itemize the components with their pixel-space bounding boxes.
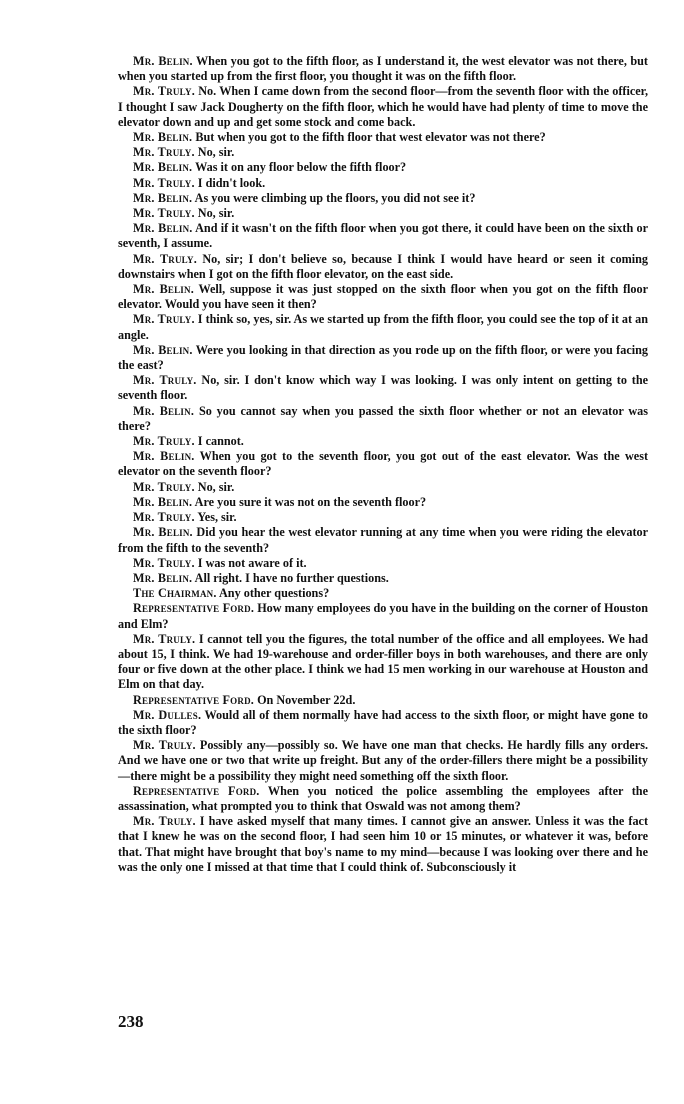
speaker-statement: When you got to the seventh floor, you got out of the east elevator. Was the west elevator on the seventh floor?	[118, 449, 648, 479]
speaker-statement: I cannot tell you the figures, the total number of the office and all employees. We had about 15, I think. We had 19-warehouse and order-filler boys in both warehouses, and there are only four or five down at the other place. I think we had 15 men working in our warehouse at Houston and Elm on that day.	[118, 631, 648, 692]
testimony-paragraph	[118, 510, 648, 525]
speaker-name: Mr. Truly.	[133, 84, 195, 99]
speaker-statement: Are you sure it was not on the seventh floor?	[194, 494, 427, 509]
speaker-statement: No. When I came down from the second floor—from the seventh floor with the officer, I thought I saw Jack Dougherty on the fifth floor, which he would have had plenty of time to move the elevator down and up and get some stock and come back.	[118, 84, 649, 129]
speaker-statement: No, sir.	[197, 206, 235, 221]
speaker-statement: No, sir.	[197, 479, 235, 494]
speaker-name: Mr. Truly.	[133, 312, 195, 327]
testimony-paragraph	[118, 480, 648, 495]
speaker-name: Mr. Truly.	[133, 631, 196, 646]
speaker-statement: I didn't look.	[197, 175, 266, 190]
testimony-paragraph	[118, 221, 648, 251]
speaker-name: Representative Ford.	[133, 692, 255, 707]
testimony-paragraph	[118, 449, 648, 479]
testimony-paragraph	[118, 814, 648, 875]
testimony-paragraph	[118, 206, 648, 221]
speaker-statement: Possibly any—possibly so. We have one man that checks. He hardly fills any orders. And we have one or two that write up freight. But any of the order-fillers there might be a possibility—there might be a possibility they might need something off the sixth floor.	[118, 738, 648, 783]
testimony-paragraph	[118, 145, 648, 160]
testimony-paragraph	[118, 373, 648, 403]
speaker-name: Mr. Truly.	[133, 175, 195, 190]
speaker-name: Mr. Truly.	[133, 145, 195, 160]
testimony-paragraph	[118, 191, 648, 206]
speaker-statement: How many employees do you have in the building on the corner of Houston and Elm?	[118, 601, 648, 631]
speaker-statement: So you cannot say when you passed the sixth floor whether or not an elevator was there?	[118, 403, 649, 433]
testimony-paragraph	[118, 130, 648, 145]
speaker-statement: Would all of them normally have had access to the sixth floor, or might have gone to the sixth floor?	[118, 707, 648, 737]
testimony-paragraph	[118, 601, 648, 631]
speaker-statement: As you were climbing up the floors, you did not see it?	[194, 190, 476, 205]
testimony-text	[118, 54, 648, 875]
speaker-statement: Was it on any floor below the fifth floor?	[195, 160, 407, 175]
speaker-name: Mr. Belin.	[133, 54, 193, 68]
testimony-paragraph	[118, 343, 648, 373]
testimony-paragraph	[118, 708, 648, 738]
testimony-paragraph	[118, 434, 648, 449]
testimony-paragraph	[118, 54, 648, 84]
testimony-paragraph	[118, 312, 648, 342]
speaker-name: Representative Ford.	[133, 783, 260, 798]
speaker-name: Representative Ford.	[133, 601, 255, 616]
speaker-statement: I was not aware of it.	[197, 555, 307, 570]
speaker-statement: On November 22d.	[257, 692, 356, 707]
speaker-statement: But when you got to the fifth floor that west elevator was not there?	[195, 130, 546, 145]
speaker-name: Mr. Belin.	[133, 160, 193, 175]
speaker-name: Mr. Truly.	[133, 251, 197, 266]
testimony-paragraph	[118, 784, 648, 814]
speaker-statement: I have asked myself that many times. I cannot give an answer. Unless it was the fact that I knew he was on the second floor, I had seen him 10 or 15 minutes, or whatever it was, before that. That might have brought that boy's name to my mind—because I was looking over there and he was the only one I missed at that time that I could think of. Subconsciously it	[118, 814, 649, 874]
speaker-name: Mr. Belin.	[133, 282, 194, 297]
testimony-paragraph	[118, 404, 648, 434]
speaker-name: Mr. Belin.	[133, 570, 193, 585]
speaker-name: Mr. Truly.	[133, 373, 197, 388]
testimony-paragraph	[118, 282, 648, 312]
speaker-name: Mr. Truly.	[133, 555, 195, 570]
speaker-name: Mr. Belin.	[133, 525, 193, 540]
speaker-statement: No, sir; I don't believe so, because I think I would have heard or seen it coming downstairs when I got on the fifth floor elevator, on the east side.	[118, 251, 648, 281]
testimony-paragraph	[118, 632, 648, 693]
speaker-statement: All right. I have no further questions.	[194, 570, 389, 585]
speaker-name: Mr. Truly.	[133, 479, 195, 494]
speaker-statement: Did you hear the west elevator running at any time when you were riding the elevator from the fifth to the seventh?	[118, 525, 649, 555]
testimony-paragraph	[118, 495, 648, 510]
speaker-statement: I cannot.	[197, 434, 244, 449]
speaker-name: Mr. Belin.	[133, 494, 193, 509]
speaker-name: Mr. Truly.	[133, 738, 196, 753]
speaker-statement: No, sir. I don't know which way I was looking. I was only intent on getting to the seventh floor.	[118, 373, 649, 403]
speaker-name: Mr. Truly.	[133, 434, 195, 449]
speaker-statement: When you noticed the police assembling the employees after the assassination, what prompted you to think that Oswald was not among them?	[118, 783, 648, 813]
testimony-paragraph	[118, 571, 648, 586]
speaker-name: Mr. Belin.	[133, 130, 193, 145]
testimony-paragraph	[118, 176, 648, 191]
speaker-name: Mr. Belin.	[133, 403, 195, 418]
speaker-statement: I think so, yes, sir. As we started up from the fifth floor, you could see the top of it at an angle.	[118, 312, 649, 342]
speaker-name: Mr. Truly.	[133, 510, 195, 525]
speaker-statement: When you got to the fifth floor, as I understand it, the west elevator was not there, but when you started up from the first floor, you thought it was on the fifth floor.	[118, 54, 648, 84]
testimony-paragraph	[118, 252, 648, 282]
speaker-name: Mr. Belin.	[133, 190, 193, 205]
speaker-name: Mr. Belin.	[133, 449, 195, 464]
testimony-paragraph	[118, 586, 648, 601]
speaker-statement: And if it wasn't on the fifth floor when you got there, it could have been on the sixth or seventh, I assume.	[118, 221, 649, 251]
speaker-name: Mr. Truly.	[133, 814, 196, 829]
testimony-paragraph	[118, 84, 648, 130]
testimony-paragraph	[118, 160, 648, 175]
speaker-statement: No, sir.	[197, 145, 235, 160]
testimony-paragraph	[118, 525, 648, 555]
speaker-statement: Well, suppose it was just stopped on the sixth floor when you got on the fifth floor elevator. Would you have seen it then?	[118, 282, 649, 312]
testimony-paragraph	[118, 738, 648, 784]
speaker-name: Mr. Belin.	[133, 221, 193, 236]
speaker-statement: Any other questions?	[219, 586, 330, 601]
speaker-name: Mr. Dulles.	[133, 707, 202, 722]
testimony-paragraph	[118, 556, 648, 571]
page-number: 238	[118, 1012, 144, 1031]
speaker-statement: Yes, sir.	[197, 510, 237, 525]
speaker-name: Mr. Belin.	[133, 342, 193, 357]
speaker-name: Mr. Truly.	[133, 206, 195, 221]
speaker-statement: Were you looking in that direction as you rode up on the fifth floor, or were you facing the east?	[118, 342, 648, 373]
speaker-name: The Chairman.	[133, 586, 217, 601]
testimony-paragraph	[118, 693, 648, 708]
